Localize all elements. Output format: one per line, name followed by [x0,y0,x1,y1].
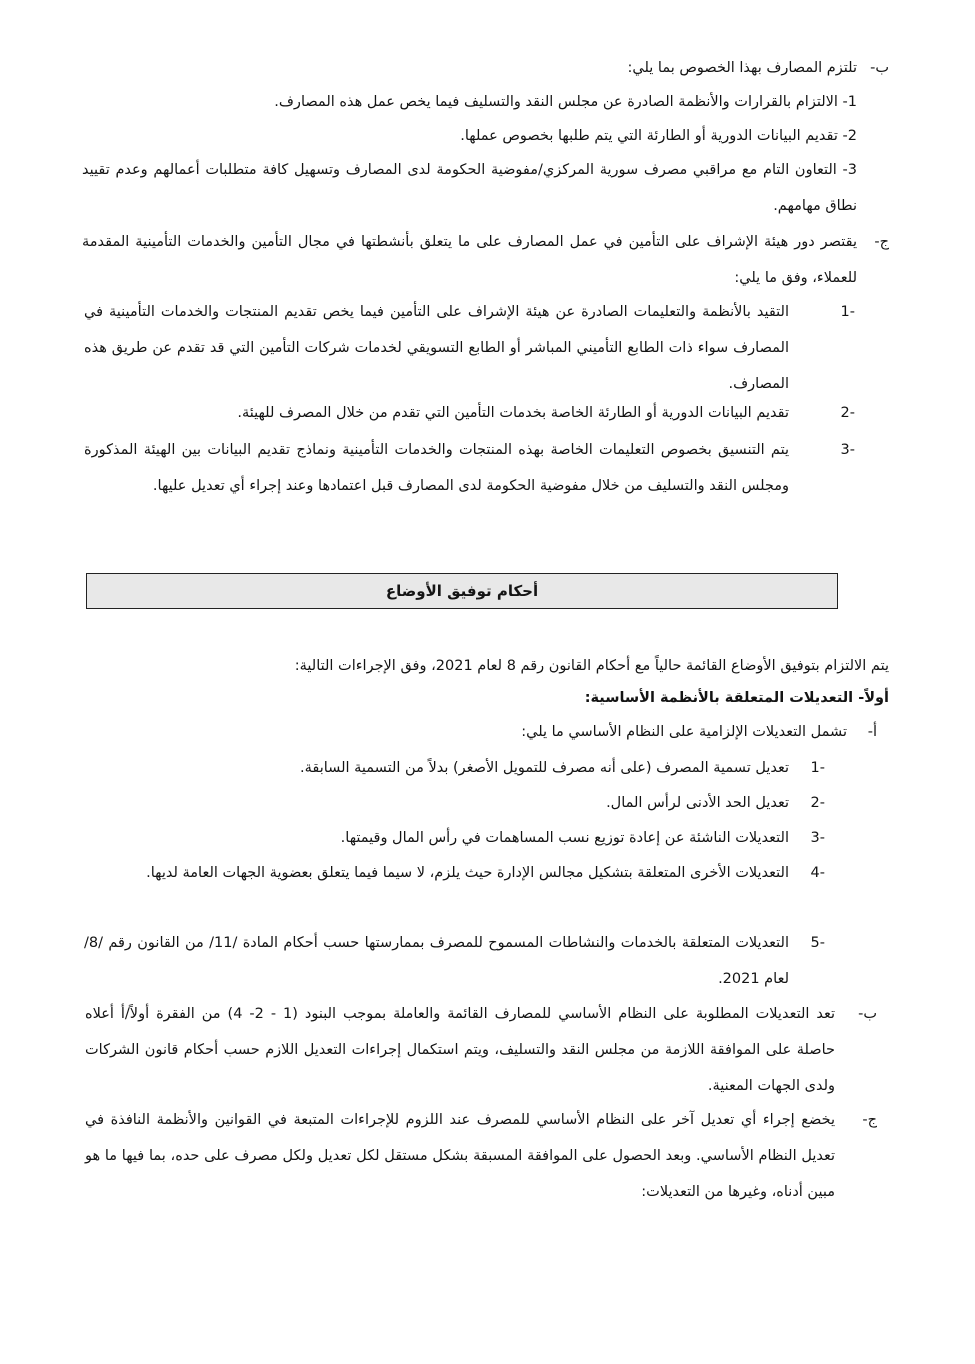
section-j-item-2-number: -2 [840,405,855,421]
sub-a-item-1-number: -1 [810,760,825,776]
sub-a-item-3: التعديلات الناشئة عن إعادة توزيع نسب المساهمات في رأس المال وقيمتها. [340,830,789,846]
section-j-item-2: تقديم البيانات الدورية أو الطارئة الخاصة بخدمات التأمين التي تقدم من خلال المصرف للهيئة. [237,405,789,421]
sub-a-intro: تشمل التعديلات الإلزامية على النظام الأساسي ما يلي: [521,724,847,740]
sub-j-text: يخضع إجراء أي تعديل آخر على النظام الأساسي للمصرف عند اللزوم للإجراءات المتبعة في القوانين والأنظمة النافذة في تعديل النظام الأساسي. وبعد الحصول على الموافقة المسبقة بشكل مستقل لكل تعديل ولكل مصرف على حده، بما فيها ما هو مبين أدناه، وغيرها من التعديلات: [85,1112,835,1200]
section-b-intro: تلتزم المصارف بهذا الخصوص بما يلي: [627,60,857,76]
sub-a-item-4: التعديلات الأخرى المتعلقة بتشكيل مجالس الإدارة حيث يلزم، لا سيما فيما يتعلق بعضوية الجهات العامة لديها. [146,865,789,881]
section-b-item-2: 2- تقديم البيانات الدورية أو الطارئة التي يتم طلبها بخصوص عملها. [460,128,857,144]
section-j-marker: ج- [874,234,889,250]
sub-a-item-5-number: -5 [810,935,825,951]
sub-b-text: تعد التعديلات المطلوبة على النظام الأساسي للمصارف القائمة والعاملة بموجب البنود (1 - 2- 4) من الفقرة أولاً/أ أعلاه حاصلة على الموافقة اللازمة من مجلس النقد والتسليف، ويتم استكمال إجراءات التعديل اللازم حسب أحكام قانون الشركات ولدى الجهات المعنية. [85,1006,835,1094]
sub-a-item-5: التعديلات المتعلقة بالخدمات والنشاطات المسموح للمصرف بممارستها حسب أحكام المادة /11/ من القانون رقم /8/ لعام 2021. [84,935,789,987]
section-j-item-1-number: -1 [840,304,855,320]
section-j-item-3-number: -3 [840,442,855,458]
section-b-item-3: 3- التعاون التام مع مراقبي مصرف سورية المركزي/مفوضية الحكومة لدى المصارف وتسهيل كافة متطلبات أعمالهم وعدم تقييد نطاق مهامهم. [82,162,857,214]
section-j-item-3: يتم التنسيق بخصوص التعليمات الخاصة بهذه المنتجات والخدمات التأمينية ونماذج تقديم البيانات بين الهيئة المذكورة ومجلس النقد والتسليف من خلال مفوضية الحكومة لدى المصارف قبل اعتمادها وعند إجراء أي تعديل عليها. [84,442,789,494]
sub-b-marker: ب- [858,1006,877,1022]
sub-a-marker: أ- [867,724,877,740]
first-heading: أولاً- التعديلات المتعلقة بالأنظمة الأساسية: [584,690,889,706]
sub-a-item-2-number: -2 [810,795,825,811]
adjustment-intro: يتم الالتزام بتوفيق الأوضاع القائمة حالياً مع أحكام القانون رقم 8 لعام 2021، وفق الإجراءات التالية: [294,658,889,674]
section-heading-box: أحكام توفيق الأوضاع [86,573,838,609]
section-b-item-1: 1- الالتزام بالقرارات والأنظمة الصادرة عن مجلس النقد والتسليف فيما يخص عمل هذه المصارف. [274,94,857,110]
sub-a-item-2: تعديل الحد الأدنى لرأس المال. [606,795,789,811]
section-j-intro: يقتصر دور هيئة الإشراف على التأمين في عمل المصارف على ما يتعلق بأنشطتها في مجال التأمين والخدمات التأمينية المقدمة للعملاء، وفق ما يلي: [82,234,857,286]
sub-a-item-4-number: -4 [810,865,825,881]
sub-j-marker: ج- [862,1112,877,1128]
sub-a-item-1: تعديل تسمية المصرف (على أنه مصرف للتمويل الأصغر) بدلاً من التسمية السابقة. [299,760,789,776]
section-b-marker: ب- [870,60,889,76]
sub-a-item-3-number: -3 [810,830,825,846]
section-j-item-1: التقيد بالأنظمة والتعليمات الصادرة عن هيئة الإشراف على التأمين فيما يخص تقديم المنتجات والخدمات التأمينية في المصارف سواء ذات الطابع التأميني المباشر أو الطابع التسويقي لخدمات شركات التأمين التي قد تقدم عن طريق هذه المصارف. [84,304,789,392]
